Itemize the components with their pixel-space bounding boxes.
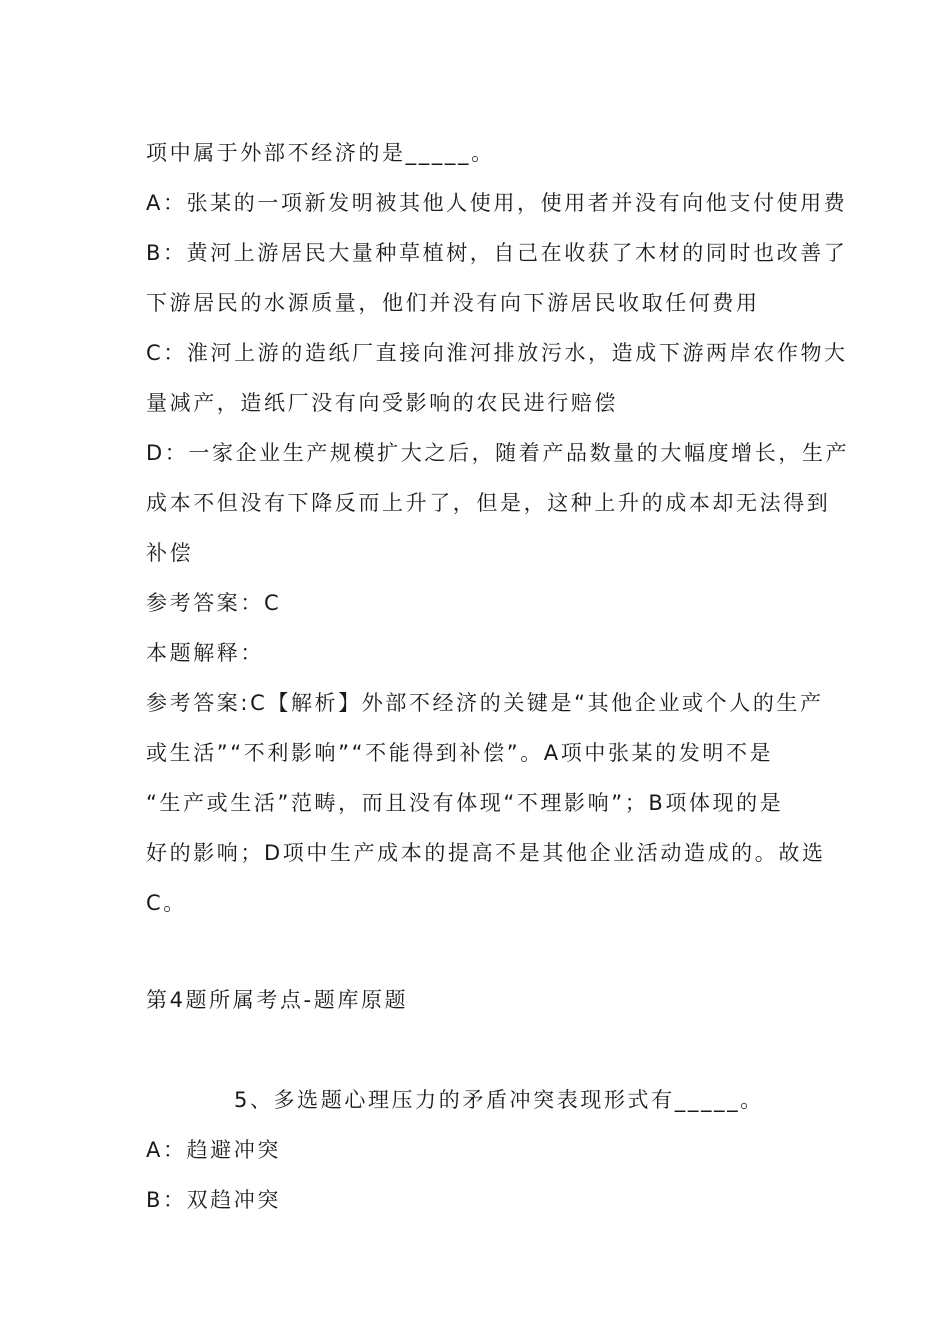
q5-option-a: A：趋避冲突 bbox=[146, 1138, 281, 1162]
q4-answer: 参考答案：C bbox=[146, 591, 282, 615]
q4-explanation-label: 本题解释： bbox=[146, 641, 264, 665]
q4-explanation-line5: C。 bbox=[146, 891, 187, 915]
q4-explanation-line3: “生产或生活”范畴，而且没有体现“不理影响”；B项体现的是 bbox=[146, 791, 784, 815]
q4-option-d-line2: 成本不但没有下降反而上升了，但是，这种上升的成本却无法得到 bbox=[146, 491, 831, 515]
q4-stem-tail: 项中属于外部不经济的是_____。 bbox=[146, 141, 495, 165]
q4-option-d-line3: 补偿 bbox=[146, 541, 194, 565]
q4-option-b-line1: B：黄河上游居民大量种草植树，自己在收获了木材的同时也改善了 bbox=[146, 241, 848, 265]
q4-explanation-line1: 参考答案:C【解析】外部不经济的关键是“其他企业或个人的生产 bbox=[146, 691, 824, 715]
q5-option-b: B：双趋冲突 bbox=[146, 1188, 282, 1212]
q4-explanation-line4: 好的影响；D项中生产成本的提高不是其他企业活动造成的。故选 bbox=[146, 841, 826, 865]
q4-option-d-line1: D：一家企业生产规模扩大之后，随着产品数量的大幅度增长，生产 bbox=[146, 441, 850, 465]
q4-option-c-line2: 量减产，造纸厂没有向受影响的农民进行赔偿 bbox=[146, 391, 618, 415]
q4-explanation-line2: 或生活”“不利影响”“不能得到补偿”。A项中张某的发明不是 bbox=[146, 741, 774, 765]
q4-knowledge-point: 第4题所属考点-题库原题 bbox=[146, 988, 409, 1012]
q5-stem: 5、多选题心理压力的矛盾冲突表现形式有_____。 bbox=[234, 1088, 764, 1112]
q4-option-b-line2: 下游居民的水源质量，他们并没有向下游居民收取任何费用 bbox=[146, 291, 760, 315]
q4-option-c-line1: C：淮河上游的造纸厂直接向淮河排放污水，造成下游两岸农作物大 bbox=[146, 341, 848, 365]
q4-option-a: A：张某的一项新发明被其他人使用，使用者并没有向他支付使用费 bbox=[146, 191, 848, 215]
